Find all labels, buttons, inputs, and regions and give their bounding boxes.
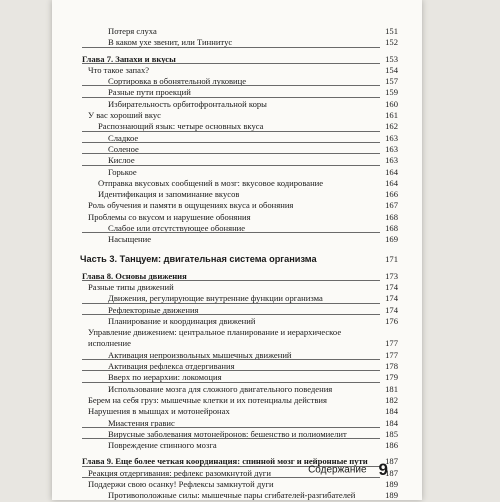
toc-entry: [82, 121, 398, 132]
toc-entry-title: Слабое или отсутствующее обоняние: [108, 223, 246, 234]
toc-underline: [82, 153, 380, 154]
toc-entry-title: Насыщение: [108, 234, 152, 245]
toc-entry-title: Активация непроизвольных мышечных движений: [108, 349, 292, 360]
toc-entry-title: Берем на себя груз: мышечные клетки и их потенциалы действия: [88, 394, 327, 405]
toc-underline: [82, 165, 380, 166]
toc-entry-page: 153: [385, 53, 398, 64]
toc-entry-title: Потеря слуха: [108, 26, 157, 36]
toc-entry-title: Движения, регулирующие внутренние функции организма: [108, 293, 323, 304]
toc-entry-title: Распознающий язык: четыре основных вкуса: [98, 121, 264, 132]
toc-entry-title: Нарушения в мышцах и мотонейронах: [88, 406, 230, 417]
toc-entry-title: Разные типы движений: [88, 281, 174, 292]
toc-underline: [82, 427, 380, 428]
toc-entry-page: 182: [385, 394, 398, 405]
toc-entry-page: 184: [385, 406, 398, 417]
toc-entry: [82, 327, 398, 338]
toc-entry-title: Управление движением: центральное планирование и иерархическое: [88, 327, 342, 338]
toc-entry-page: 189: [385, 490, 398, 501]
toc-entry-title: Сладкое: [108, 132, 139, 143]
page-footer: [308, 460, 388, 480]
toc-entry-title: Соленое: [108, 143, 139, 154]
toc-entry-page: 189: [385, 478, 398, 489]
toc-entry: [82, 155, 398, 166]
toc-entry-page: 176: [385, 315, 398, 326]
toc-entry-title: Идентификация и запоминание вкусов: [98, 189, 240, 200]
toc-entry: [82, 372, 398, 383]
toc-entry: [82, 384, 398, 395]
toc-entry-title: Использование мозга для сложного двигательного поведения: [108, 383, 333, 394]
toc-entry: [82, 305, 398, 316]
toc-entry-title: Рефлекторные движения: [108, 304, 199, 315]
toc-entry: [82, 440, 398, 451]
toc-entry-page: 174: [385, 281, 398, 292]
toc-entry: [82, 395, 398, 406]
toc-entry-title: Роль обучения и памяти в ощущениях вкуса и обоняния: [88, 200, 294, 211]
toc-underline: [82, 142, 380, 143]
toc-entry-page: 162: [385, 121, 398, 132]
book-page: [52, 0, 422, 500]
toc-entry-title: Глава 9. Еще более четкая координация: спинной мозг и нейронные пути: [82, 456, 368, 467]
footer-section-label: Содержание: [308, 464, 367, 476]
toc-entry-page: 187: [385, 456, 398, 467]
toc-entry: [82, 26, 398, 37]
toc-entry-page: 174: [385, 304, 398, 315]
toc-underline: [82, 359, 380, 360]
toc-entry: [82, 429, 398, 440]
toc-entry-page: 163: [385, 132, 398, 143]
toc-entry: [82, 110, 398, 121]
toc-entry: [82, 200, 398, 211]
toc-underline: [82, 85, 380, 86]
toc-entry-page: 184: [385, 417, 398, 428]
toc-entry: [82, 178, 398, 189]
toc-entry: [82, 282, 398, 293]
toc-underline: [82, 63, 380, 64]
toc-entry-title: Реакция отдергивания: рефлекс разомкнутой дуги: [88, 467, 271, 478]
toc-entry-page: 186: [385, 440, 398, 451]
toc-entry: [82, 361, 398, 372]
toc-entry-page: 164: [385, 177, 398, 188]
toc-entry: [82, 65, 398, 76]
toc-entry: [82, 76, 398, 87]
toc-entry: [82, 418, 398, 429]
toc-entry: [82, 87, 398, 98]
toc-entry-page: 160: [385, 98, 398, 109]
toc-entry: [82, 37, 398, 48]
toc-entry-title: Поддержи свою осанку! Рефлексы замкнутой дуги: [88, 478, 274, 489]
toc-entry-page: 169: [385, 234, 398, 245]
toc-entry-title: Проблемы со вкусом и нарушение обоняния: [88, 211, 251, 222]
toc-entry-page: 164: [385, 166, 398, 177]
toc-entry-title: Повреждение спинного мозга: [108, 440, 217, 451]
page-number: 9: [378, 460, 388, 479]
toc-entry-title: Кислое: [108, 155, 135, 166]
toc-underline: [82, 97, 380, 98]
toc-underline: [82, 280, 380, 281]
toc-entry-page: 185: [385, 428, 398, 439]
toc-entry: [82, 234, 398, 245]
toc-entry-page: 173: [385, 270, 398, 281]
toc-entry-page: 174: [385, 293, 398, 304]
toc-entry-page: 168: [385, 223, 398, 234]
toc-entry-page: 168: [385, 211, 398, 222]
toc-entry: [82, 144, 398, 155]
toc-entry-title: Разные пути проекций: [108, 87, 191, 98]
toc-entry-page: 151: [385, 26, 398, 36]
toc-entry-page: 181: [385, 383, 398, 394]
toc-entry-title: Активация рефлекса отдергивания: [108, 361, 235, 372]
toc-entry: [82, 189, 398, 200]
toc-underline: [82, 314, 380, 315]
toc-entry: [82, 406, 398, 417]
toc-underline: [82, 232, 380, 233]
toc-underline: [82, 438, 380, 439]
toc-underline: [82, 370, 380, 371]
toc-underline: [82, 131, 380, 132]
table-of-contents: [82, 26, 398, 502]
toc-entry-page: 167: [385, 200, 398, 211]
toc-entry-title: Горькое: [108, 166, 137, 177]
toc-entry: [82, 212, 398, 223]
toc-underline: [82, 303, 380, 304]
toc-entry-page: 177: [385, 338, 398, 349]
toc-chapter-entry: [82, 54, 398, 65]
toc-entry: [82, 293, 398, 304]
toc-entry-page: 179: [385, 372, 398, 383]
toc-entry-page: 157: [385, 76, 398, 87]
toc-entry-page: 152: [385, 37, 398, 48]
toc-entry-page: 163: [385, 155, 398, 166]
toc-entry-page: 177: [385, 349, 398, 360]
toc-entry: [82, 167, 398, 178]
toc-entry-title: Планирование и координация движений: [108, 315, 256, 326]
toc-entry: [82, 316, 398, 327]
toc-chapter-entry: [82, 271, 398, 282]
toc-entry: [82, 133, 398, 144]
toc-entry: [82, 338, 398, 349]
toc-entry-title: Миастения гравис: [108, 417, 175, 428]
toc-entry-title: Вирусные заболевания мотонейронов: бешенство и полиомиелит: [108, 428, 347, 439]
toc-entry-title: Часть 3. Танцуем: двигательная система организма: [80, 253, 317, 264]
toc-entry: [82, 479, 398, 490]
toc-entry-title: Противоположные силы: мышечные пары сгибателей-разгибателей: [108, 490, 356, 501]
toc-entry-title: Что такое запах?: [88, 64, 150, 75]
toc-entry-title: Глава 7. Запахи и вкусы: [82, 53, 176, 64]
toc-entry: [82, 350, 398, 361]
toc-entry-title: Вверх по иерархии: локомоция: [108, 372, 222, 383]
toc-entry-page: 159: [385, 87, 398, 98]
toc-entry-title: В каком ухе звенит, или Тиннитус: [108, 37, 233, 48]
toc-entry-page: 171: [385, 253, 398, 264]
toc-entry-page: 154: [385, 64, 398, 75]
toc-entry-page: 161: [385, 110, 398, 121]
toc-entry-page: 163: [385, 143, 398, 154]
toc-entry-title: Глава 8. Основы движения: [82, 270, 187, 281]
toc-entry-title: Избирательность орбитофронтальной коры: [108, 98, 267, 109]
toc-entry: [82, 223, 398, 234]
toc-entry-title: У вас хороший вкус: [88, 110, 162, 121]
toc-entry-title: Сортировка в обонятельной луковице: [108, 76, 247, 87]
toc-entry-page: 178: [385, 361, 398, 372]
toc-underline: [82, 47, 380, 48]
toc-entry-page: 187: [385, 467, 398, 478]
toc-entry-title: Отправка вкусовых сообщений в мозг: вкусовое кодирование: [98, 177, 324, 188]
toc-part-heading: [82, 252, 398, 266]
toc-underline: [82, 382, 380, 383]
toc-entry-title: исполнение: [88, 338, 131, 349]
toc-entry: [82, 99, 398, 110]
toc-entry-page: 166: [385, 189, 398, 200]
